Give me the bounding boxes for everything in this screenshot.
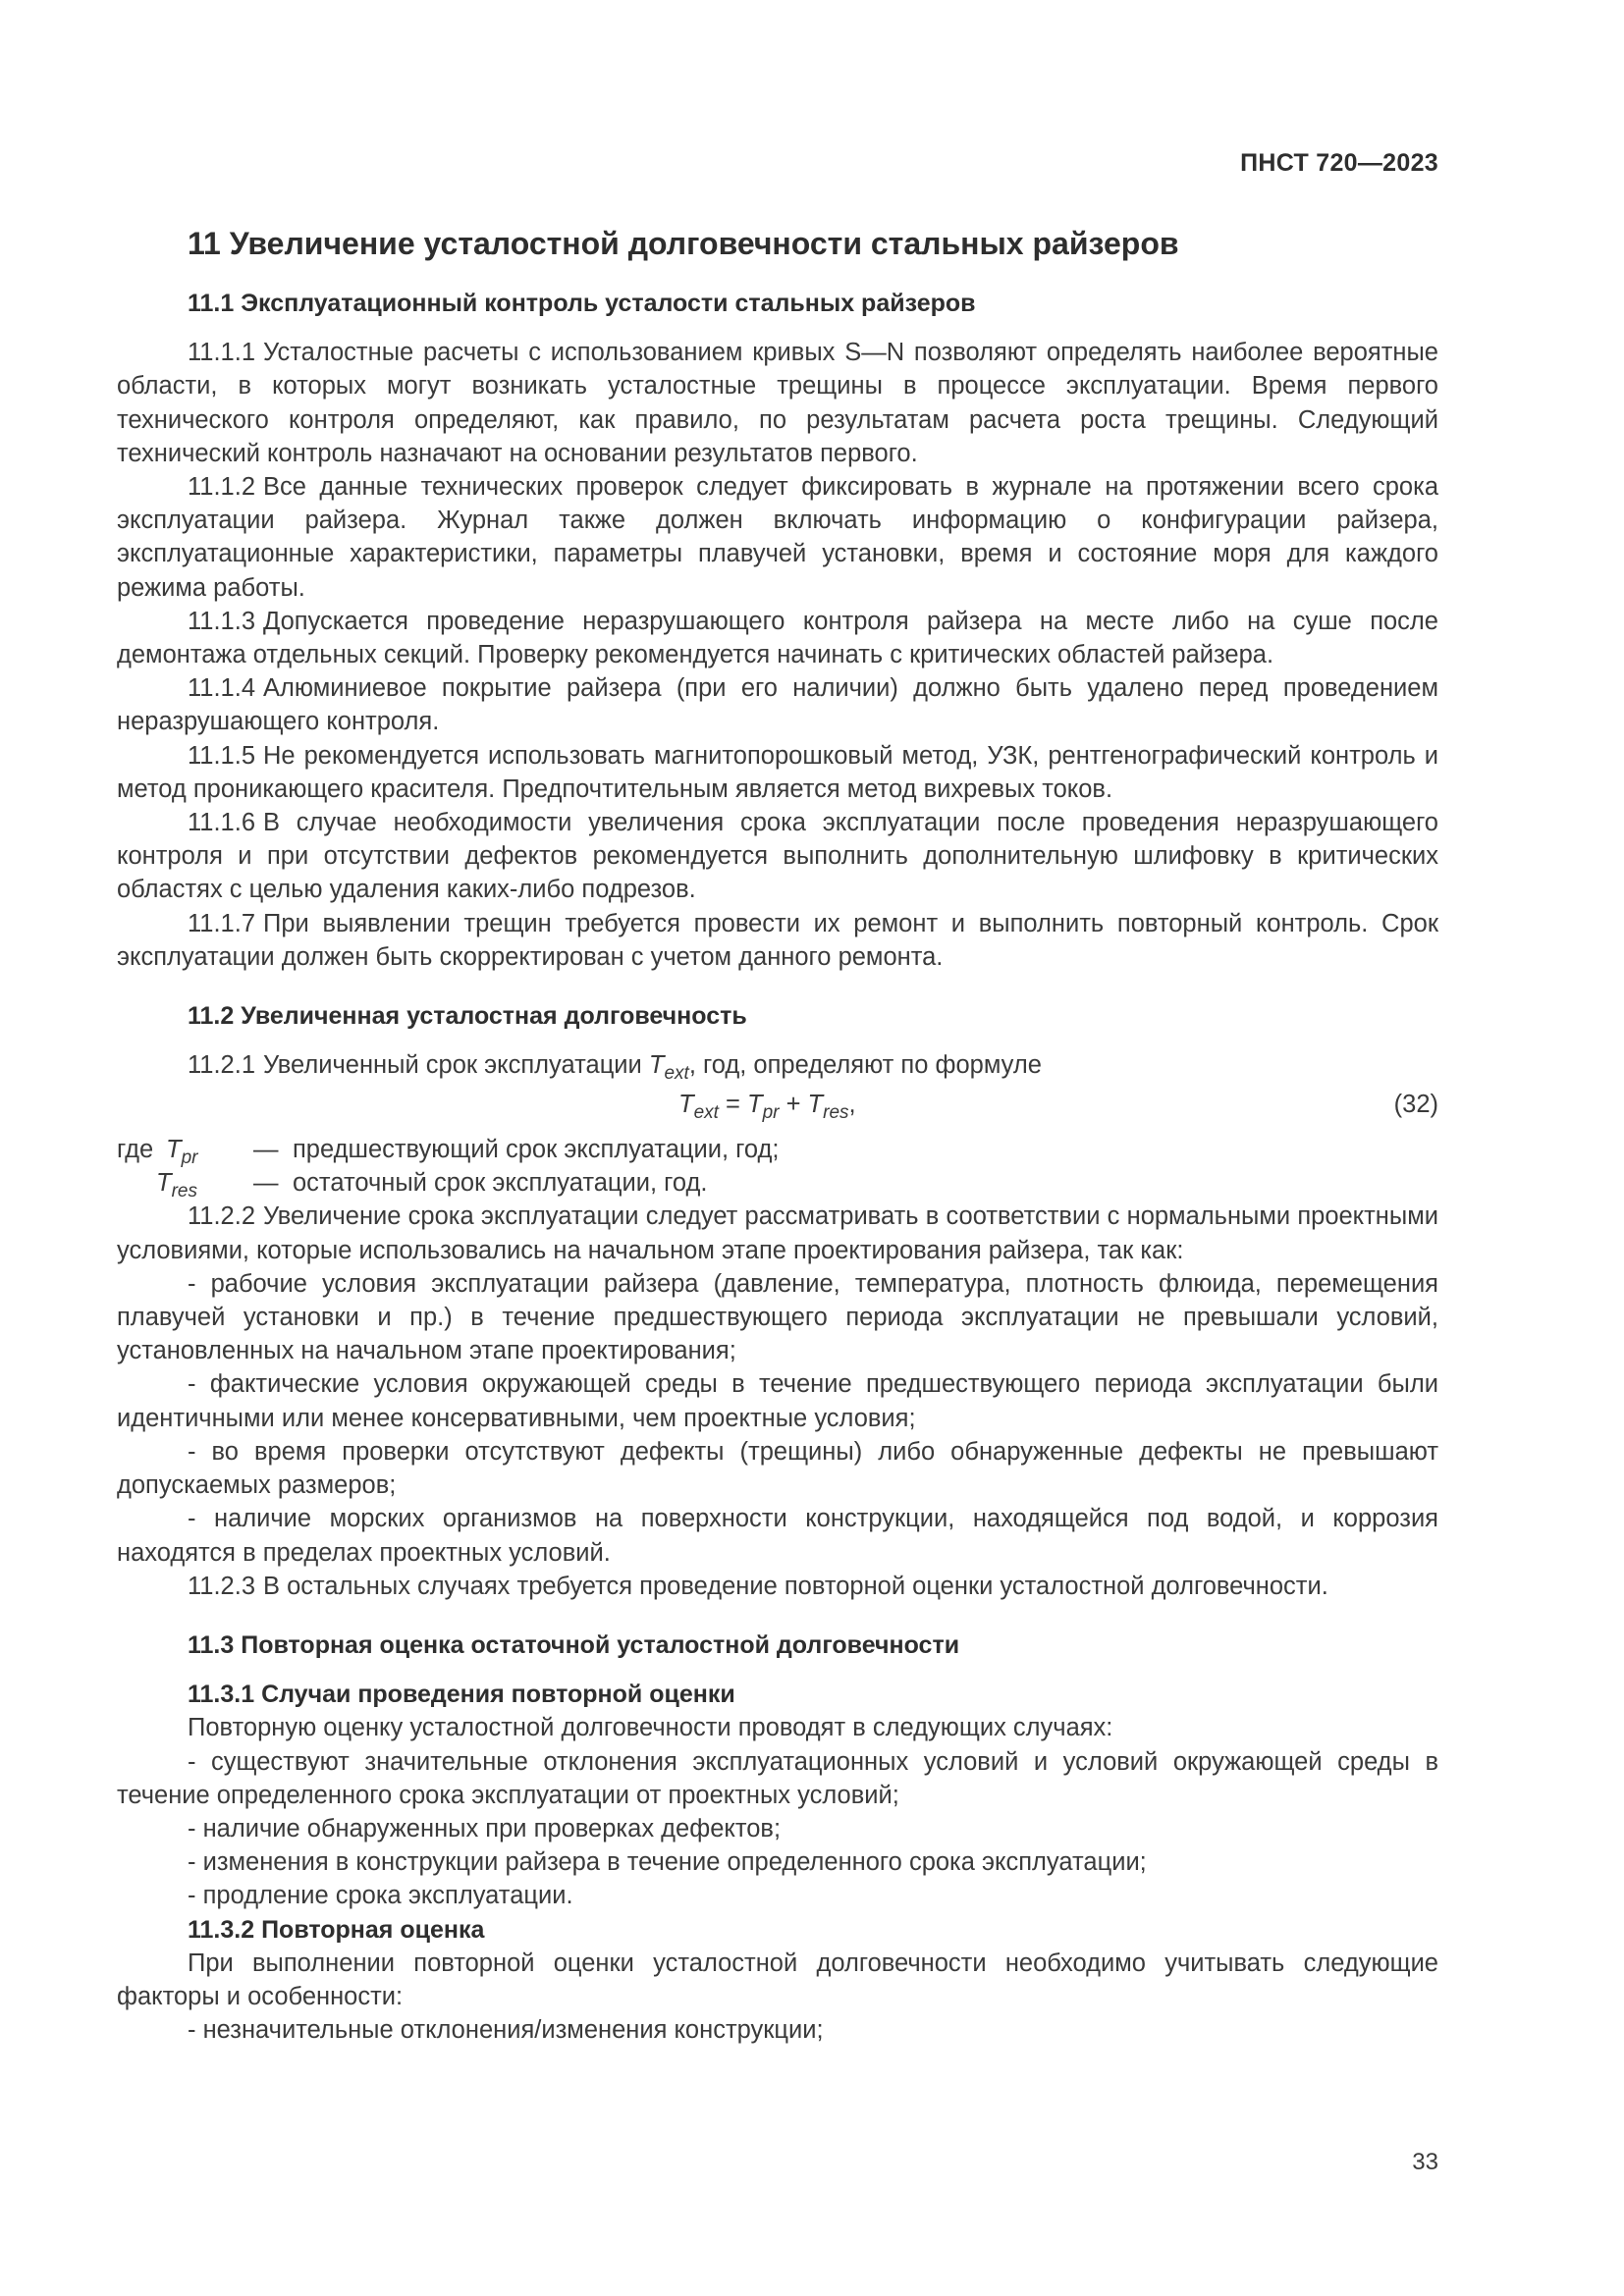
- where-dash: —: [253, 1169, 279, 1198]
- paragraph-11-1-4: [117, 671, 1438, 738]
- subscript-ext: ext: [664, 1063, 689, 1085]
- section-11-3-1-heading: 11.3.1 Случаи проведения повторной оценки: [188, 1681, 735, 1709]
- clause-text: Допускается проведение неразрушающего контроля райзера на месте либо на суше после демонтажа отдельных секций. Проверку рекомендуется начинать с критических областей райзера.: [117, 607, 1438, 669]
- section-11-1-heading: 11.1 Эксплуатационный контроль усталости стальных райзеров: [188, 290, 976, 317]
- where-description: предшествующий срок эксплуатации, год;: [293, 1136, 780, 1164]
- formula-sub-ext: ext: [693, 1102, 719, 1124]
- clause-text: Все данные технических проверок следует фиксировать в журнале на протяжении всего срока эксплуатации райзера. Журнал также должен включать информацию о конфигурации райзера, эксплуатационные характеристики, параметры плавучей установки, время и состояние моря для каждого режима работы.: [117, 473, 1438, 602]
- paragraph-11-1-7: [117, 907, 1438, 974]
- paragraph-11-3-2-intro: При выполнении повторной оценки усталостной долговечности необходимо учитывать следующие факторы и особенности:: [117, 1949, 1438, 2010]
- clause-text: В случае необходимости увеличения срока эксплуатации после проведения неразрушающего контроля и при отсутствии дефектов рекомендуется выполнить дополнительную шлифовку в критических областях с целью удаления каких-либо подрезов.: [117, 809, 1438, 904]
- clause-text: Увеличенный срок эксплуатации: [263, 1051, 642, 1080]
- list-item: - рабочие условия эксплуатации райзера (давление, температура, плотность флюида, перемещения плавучей установки и пр.) в течение предшествующего периода эксплуатации не превышали условий, установленных на начальном этапе проектирования;: [117, 1269, 1438, 1365]
- section-11-3-2-heading: 11.3.2 Повторная оценка: [188, 1915, 485, 1944]
- document-page: [117, 0, 1438, 2296]
- formula-expression: [678, 1088, 856, 1124]
- list-item: - наличие обнаруженных при проверках дефектов;: [188, 1814, 782, 1842]
- formula-equals: =: [718, 1091, 747, 1119]
- where-var-sub: pr: [181, 1148, 198, 1169]
- clause-text: Алюминиевое покрытие райзера (при его наличии) должно быть удалено перед проведением неразрушающего контроля.: [117, 674, 1438, 736]
- where-dash: —: [253, 1136, 279, 1164]
- clause-number: 11.1.1: [188, 339, 256, 367]
- clause-text-tail: , год, определяют по формуле: [688, 1051, 1042, 1080]
- clause-text: Усталостные расчеты с использованием кривых S—N позволяют определять наиболее вероятные области, в которых могут возникать усталостные трещины в процессе эксплуатации. Время первого технического контроля определяют, как правило, по результатам расчета роста трещины. Следующий технический контроль назначают на основании результатов первого.: [117, 339, 1438, 467]
- clause-number: 11.2.3: [188, 1572, 256, 1600]
- variable-t: T: [648, 1051, 665, 1080]
- list-item: - незначительные отклонения/изменения конструкции;: [188, 2016, 824, 2045]
- formula-comma: ,: [848, 1091, 856, 1119]
- list-item: - наличие морских организмов на поверхности конструкции, находящейся под водой, и коррозия находятся в пределах проектных условий.: [117, 1505, 1438, 1567]
- where-label: где: [117, 1136, 154, 1164]
- where-row-res: [117, 1166, 1438, 1200]
- paragraph-11-1-6: [117, 806, 1438, 907]
- clause-text: При выявлении трещин требуется провести их ремонт и выполнить повторный контроль. Срок эксплуатации должен быть скорректирован с учетом данного ремонта.: [117, 909, 1438, 971]
- paragraph-11-2-3: [117, 1570, 1438, 1603]
- where-description: остаточный срок эксплуатации, год.: [293, 1169, 708, 1198]
- list-item: - изменения в конструкции райзера в течение определенного срока эксплуатации;: [188, 1848, 1147, 1877]
- document-code: ПНСТ 720—2023: [1240, 149, 1438, 177]
- clause-number: 11.1.3: [188, 607, 256, 635]
- formula-t-pr: T: [747, 1091, 763, 1119]
- clause-number: 11.1.6: [188, 809, 256, 837]
- where-row-pr: [117, 1133, 1438, 1169]
- page-number: 33: [1412, 2149, 1438, 2175]
- list-item: - продление срока эксплуатации.: [188, 1882, 573, 1910]
- list-item: - фактические условия окружающей среды в течение предшествующего периода эксплуатации были идентичными или менее консервативными, чем проектные условия;: [117, 1370, 1438, 1432]
- section-11-2-heading: 11.2 Увеличенная усталостная долговечность: [188, 1002, 747, 1031]
- formula-sub-pr: pr: [762, 1102, 780, 1124]
- paragraph-11-2-1: [117, 1048, 1438, 1085]
- paragraph-11-1-5: [117, 739, 1438, 806]
- clause-text: Не рекомендуется использовать магнитопорошковый метод, УЗК, рентгенографический контроль и метод проникающего красителя. Предпочтительным является метод вихревых токов.: [117, 741, 1438, 803]
- clause-text: В остальных случаях требуется проведение повторной оценки усталостной долговечности.: [263, 1572, 1328, 1600]
- paragraph-11-1-1: [117, 336, 1438, 470]
- where-var-sub: res: [171, 1181, 197, 1202]
- section-11-3-heading: 11.3 Повторная оценка остаточной усталостной долговечности: [188, 1630, 960, 1659]
- where-variable: [166, 1133, 198, 1169]
- formula-plus: +: [779, 1091, 808, 1119]
- paragraph-11-1-3: [117, 605, 1438, 671]
- formula-t-ext: T: [678, 1091, 694, 1119]
- clause-number: 11.1.2: [188, 473, 256, 502]
- formula-sub-res: res: [823, 1102, 849, 1124]
- clause-number: 11.2.1: [188, 1051, 256, 1080]
- paragraph-11-2-2: [117, 1200, 1438, 1266]
- list-item: - во время проверки отсутствуют дефекты (трещины) либо обнаруженные дефекты не превышают допускаемых размеров;: [117, 1437, 1438, 1500]
- section-11-heading: 11 Увеличение усталостной долговечности стальных райзеров: [188, 226, 1179, 261]
- formula-32: [117, 1084, 1438, 1129]
- clause-number: 11.2.2: [188, 1202, 256, 1231]
- clause-text: Увеличение срока эксплуатации следует рассматривать в соответствии с нормальными проектными условиями, которые использовались на начальном этапе проектирования райзера, так как:: [117, 1202, 1438, 1264]
- where-var-t: T: [156, 1169, 172, 1198]
- clause-number: 11.1.7: [188, 909, 256, 937]
- list-item: - существуют значительные отклонения эксплуатационных условий и условий окружающей среды в течение определенного срока эксплуатации от проектных условий;: [117, 1747, 1438, 1809]
- paragraph-11-1-2: [117, 470, 1438, 605]
- clause-number: 11.1.4: [188, 674, 256, 703]
- where-var-t: T: [166, 1136, 182, 1164]
- formula-t-res: T: [807, 1091, 824, 1119]
- clause-number: 11.1.5: [188, 741, 256, 770]
- where-variable: [156, 1166, 197, 1200]
- formula-number: (32): [1393, 1091, 1438, 1119]
- document-body: [117, 287, 1438, 2047]
- paragraph-11-3-1-intro: Повторную оценку усталостной долговечности проводят в следующих случаях:: [188, 1714, 1113, 1742]
